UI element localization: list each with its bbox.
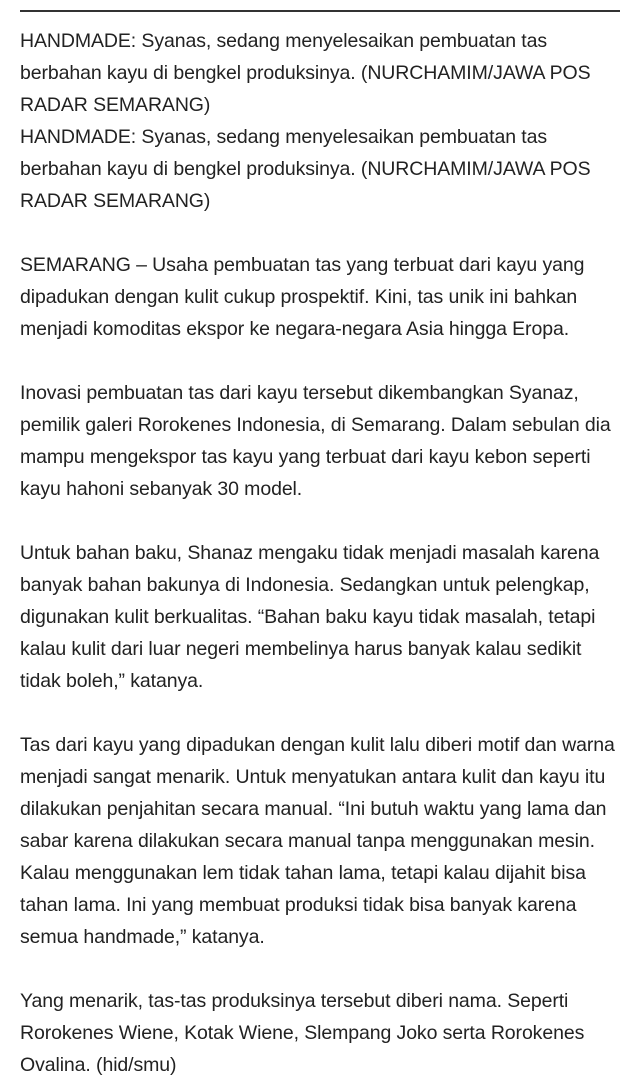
article-paragraph-closing: Yang menarik, tas-tas produksinya tersebut diberi nama. Seperti Rorokenes Wiene, Kotak Wiene, Slempang Joko serta Rorokenes Ovalina. (hid/smu)	[20, 990, 585, 1076]
article-body	[20, 25, 624, 1081]
article-paragraph: Inovasi pembuatan tas dari kayu tersebut dikembangkan Syanaz, pemilik galeri Rorokenes Indonesia, di Semarang. Dalam sebulan dia mampu mengekspor tas kayu yang terbuat dari kayu kebon seperti kayu hahoni sebanyak 30 model.	[20, 382, 611, 500]
article-paragraph: Tas dari kayu yang dipadukan dengan kulit lalu diberi motif dan warna menjadi sangat menarik. Untuk menyatukan antara kulit dan kayu itu dilakukan penjahitan secara manual. “Ini butuh waktu yang lama dan sabar karena dilakukan secara manual tanpa menggunakan mesin. Kalau menggunakan lem tidak tahan lama, tetapi kalau dijahit bisa tahan lama. Ini yang membuat produksi tidak bisa banyak karena semua handmade,” katanya.	[20, 734, 615, 948]
photo-caption-repeat: HANDMADE: Syanas, sedang menyelesaikan pembuatan tas berbahan kayu di bengkel produksinya. (NURCHAMIM/JAWA POS RADAR SEMARANG)	[20, 126, 591, 212]
top-divider	[20, 10, 620, 12]
article-paragraph: Untuk bahan baku, Shanaz mengaku tidak menjadi masalah karena banyak bahan bakunya di Indonesia. Sedangkan untuk pelengkap, digunakan kulit berkualitas. “Bahan baku kayu tidak masalah, tetapi kalau kulit dari luar negeri membelinya harus banyak kalau sedikit tidak boleh,” katanya.	[20, 542, 600, 692]
photo-caption: HANDMADE: Syanas, sedang menyelesaikan pembuatan tas berbahan kayu di bengkel produksinya. (NURCHAMIM/JAWA POS RADAR SEMARANG)	[20, 30, 591, 116]
article-paragraph-lead: SEMARANG – Usaha pembuatan tas yang terbuat dari kayu yang dipadukan dengan kulit cukup prospektif. Kini, tas unik ini bahkan menjadi komoditas ekspor ke negara-negara Asia hingga Eropa.	[20, 254, 585, 340]
